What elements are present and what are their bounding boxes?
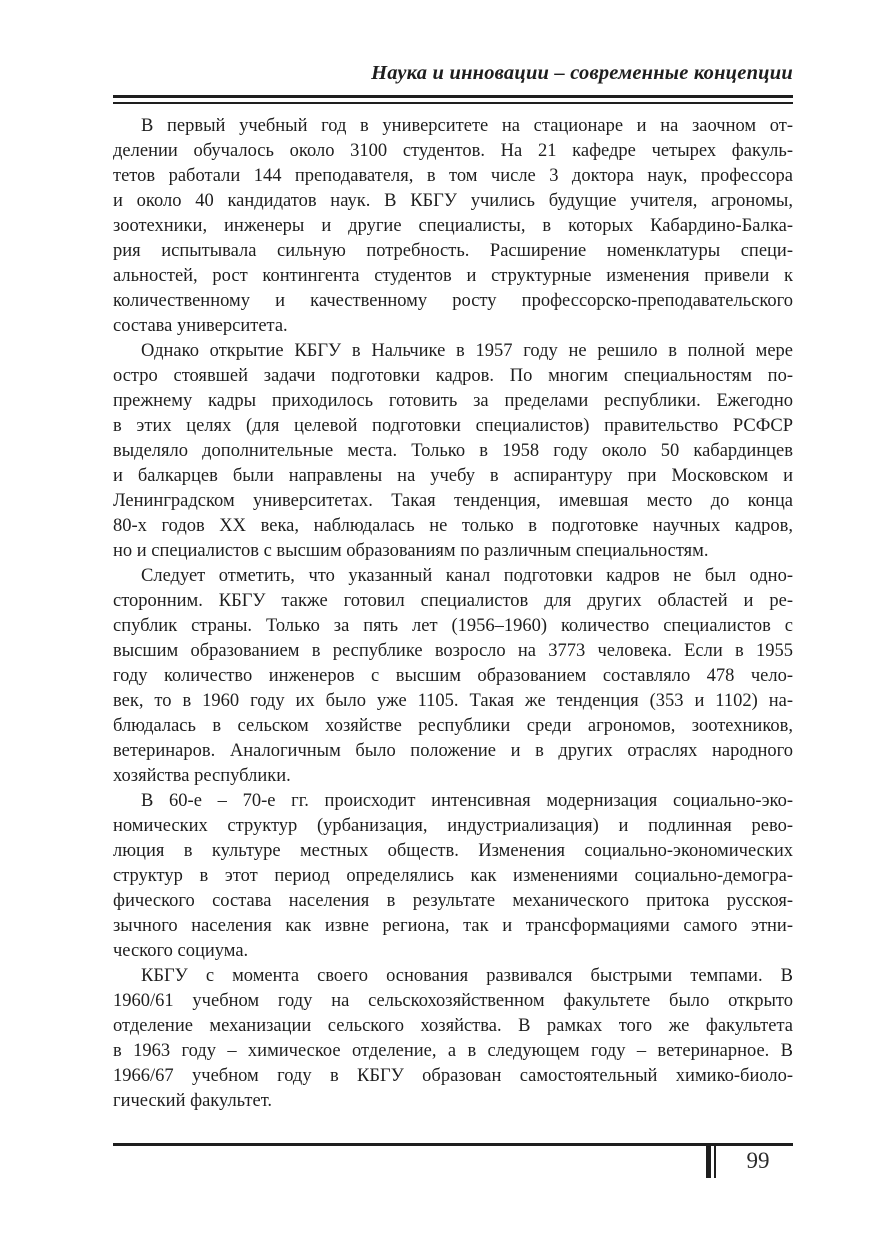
text-line: в 1963 году – химическое отделение, а в следующем году – ветеринарное. В: [113, 1041, 793, 1061]
text-line: ветеринаров. Аналогичным было положение и в других отраслях народного: [113, 741, 793, 761]
paragraph: [113, 114, 793, 339]
text-line: делении обучалось около 3100 студентов. На 21 кафедре четырех факуль-: [113, 141, 793, 161]
text-line: но и специалистов с высшим образованиям по различным специальностям.: [113, 541, 709, 561]
text-line: выделяло дополнительные места. Только в 1958 году около 50 кабардинцев: [113, 441, 793, 461]
text-line: альностей, рост контингента студентов и структурные изменения привели к: [113, 266, 793, 286]
text-line: хозяйства республики.: [113, 766, 291, 786]
text-line: и около 40 кандидатов наук. В КБГУ учились будущие учителя, агрономы,: [113, 191, 793, 211]
paragraph: [113, 564, 793, 789]
text-line: Следует отметить, что указанный канал подготовки кадров не был одно-: [141, 566, 793, 586]
text-line: 1966/67 учебном году в КБГУ образован самостоятельный химико-биоло-: [113, 1066, 793, 1086]
paragraph: [113, 789, 793, 964]
text-line: 80-х годов XX века, наблюдалась не только в подготовке научных кадров,: [113, 516, 793, 536]
running-header-title: Наука и инновации – современные концепции: [371, 62, 793, 84]
text-line: и балкарцев были направлены на учебу в аспирантуру при Московском и: [113, 466, 793, 486]
text-line: зычного населения как извне региона, так и трансформациями самого этни-: [113, 916, 793, 936]
text-line: Однако открытие КБГУ в Нальчике в 1957 году не решило в полной мере: [141, 341, 793, 361]
text-line: отделение механизации сельского хозяйства. В рамках того же факультета: [113, 1016, 793, 1036]
text-line: фического состава населения в результате механического притока русскоя-: [113, 891, 793, 911]
text-line: век, то в 1960 году их было уже 1105. Такая же тенденция (353 и 1102) на-: [113, 691, 793, 711]
footer-vertical-bar-thick: [706, 1143, 711, 1178]
text-line: люция в культуре местных обществ. Изменения социально-экономических: [113, 841, 793, 861]
body-text: [113, 114, 793, 1114]
text-line: зоотехники, инженеры и другие специалисты, в которых Кабардино-Балка-: [113, 216, 793, 236]
footer-rule: [113, 1143, 793, 1146]
text-line: В первый учебный год в университете на стационаре и на заочном от-: [141, 116, 793, 136]
text-line: году количество инженеров с высшим образованием составляло 478 чело-: [113, 666, 793, 686]
text-line: блюдалась в сельском хозяйстве республики среди агрономов, зоотехников,: [113, 716, 793, 736]
text-line: номических структур (урбанизация, индустриализация) и подлинная рево-: [113, 816, 793, 836]
text-line: количественному и качественному росту профессорско-преподавательского: [113, 291, 793, 311]
text-line: гический факультет.: [113, 1091, 273, 1111]
text-line: высшим образованием в республике возросло на 3773 человека. Если в 1955: [113, 641, 793, 661]
text-line: тетов работали 144 преподавателя, в том числе 3 доктора наук, профессора: [113, 166, 793, 186]
text-line: ческого социума.: [113, 941, 249, 961]
text-line: сторонним. КБГУ также готовил специалистов для других областей и ре-: [113, 591, 793, 611]
text-line: В 60-е – 70-е гг. происходит интенсивная модернизация социально-эко-: [141, 791, 793, 811]
header-double-rule: [113, 95, 793, 104]
text-line: КБГУ с момента своего основания развивался быстрыми темпами. В: [141, 966, 793, 986]
text-line: Ленинградском университетах. Такая тенденция, имевшая место до конца: [113, 491, 793, 511]
text-line: состава университета.: [113, 316, 288, 336]
text-line: спублик страны. Только за пять лет (1956–1960) количество специалистов с: [113, 616, 793, 636]
text-line: рия испытывала сильную потребность. Расширение номенклатуры специ-: [113, 241, 793, 261]
text-line: в этих целях (для целевой подготовки специалистов) правительство РСФСР: [113, 416, 793, 436]
text-line: прежнему кадры приходилось готовить за пределами республики. Ежегодно: [113, 391, 793, 411]
page-number: 99: [746, 1148, 770, 1173]
text-line: структур в этот период определялись как изменениями социально-демогра-: [113, 866, 793, 886]
text-line: остро стоявшей задачи подготовки кадров. По многим специальностям по-: [113, 366, 793, 386]
text-line: 1960/61 учебном году на сельскохозяйственном факультете было открыто: [113, 991, 793, 1011]
footer-vertical-bar-thin: [714, 1143, 716, 1178]
paragraph: [113, 339, 793, 564]
paragraph: [113, 964, 793, 1114]
